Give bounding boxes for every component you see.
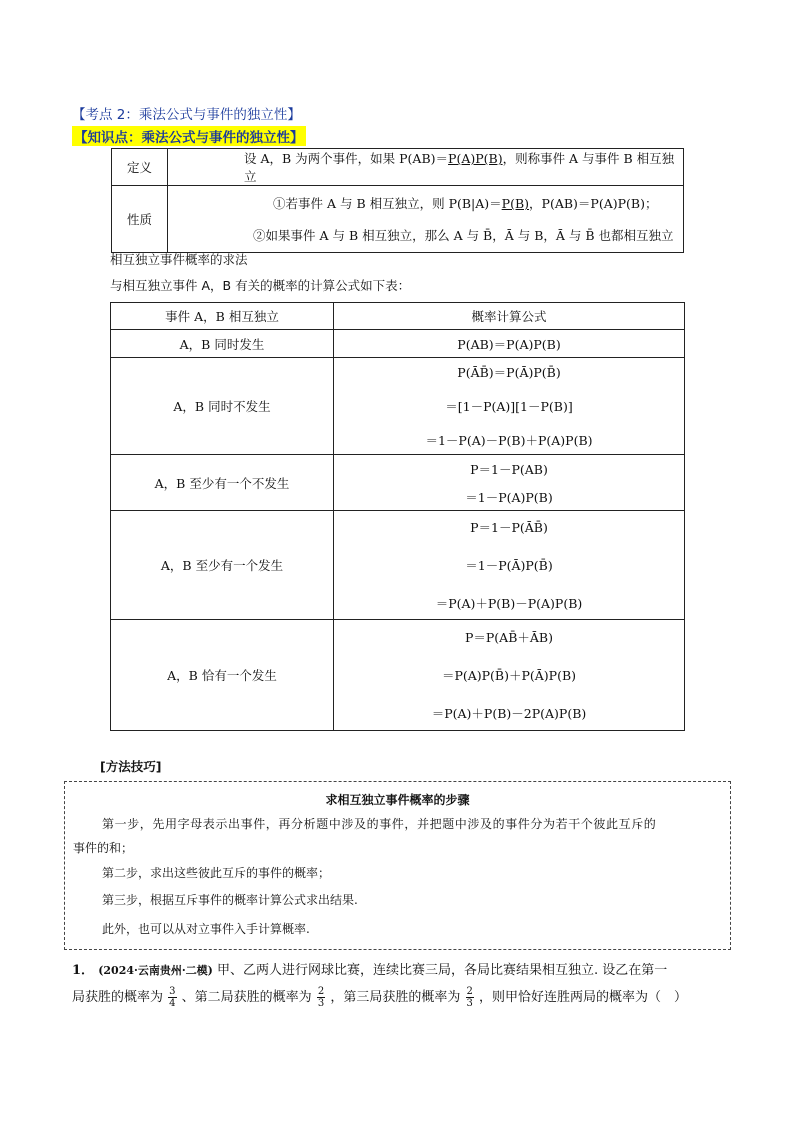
row-event xyxy=(111,620,334,731)
formula-line: ＝1－P(A)P(B) xyxy=(465,489,553,505)
method-title: 求相互独立事件概率的步骤 xyxy=(325,793,470,807)
fraction-denominator: 3 xyxy=(317,998,325,1009)
formula-line: ＝1－P(A)－P(B)＋P(A)P(B) xyxy=(425,433,593,448)
formula-line: P＝P(AB̄＋ĀB) xyxy=(464,630,553,645)
header-cell-formula xyxy=(334,303,685,330)
def-formula: P(AB)＝ xyxy=(399,151,449,166)
event-text: A，B 至少有一个不发生 xyxy=(154,475,290,491)
def-text-suffix: ，则称事件 A 与事件 B 相互独立 xyxy=(244,151,675,184)
fraction-denominator: 3 xyxy=(466,998,473,1009)
definition-table xyxy=(111,148,684,253)
fraction-3-4 xyxy=(168,986,176,1009)
question-1-line2 xyxy=(72,986,687,1009)
fraction-denominator: 4 xyxy=(169,998,176,1009)
row-formula xyxy=(334,620,685,731)
question-text-2b: 、第二局获胜的概率为 xyxy=(181,990,312,1005)
prop-1-underlined: P(B) xyxy=(501,196,530,211)
method-box xyxy=(64,781,731,950)
formula-line: ＝P(A)＋P(B)－2P(A)P(B) xyxy=(431,706,587,721)
prop-label-cell xyxy=(112,186,168,253)
row-event xyxy=(111,358,334,455)
method-extra: 此外，也可以从对立事件入手计算概率. xyxy=(102,922,310,936)
formula-line: ＝P(A)P(B̄)＋P(Ā)P(B) xyxy=(441,668,577,683)
fraction-2-3 xyxy=(466,986,474,1009)
row-formula xyxy=(334,330,685,358)
kaodian-heading: 【考点 2：乘法公式与事件的独立性】 xyxy=(72,107,301,123)
question-number: 1． xyxy=(72,963,95,978)
row-event xyxy=(111,511,334,620)
event-text: A，B 至少有一个发生 xyxy=(160,558,284,573)
question-text-2c: ，第三局获胜的概率为 xyxy=(330,990,461,1005)
prop-1 xyxy=(273,194,683,212)
header-cell-event xyxy=(111,303,334,330)
question-text-line1: 甲、乙两人进行网球比赛，连续比赛三局，各局比赛结果相互独立. 设乙在第一 xyxy=(217,963,668,978)
probability-table xyxy=(110,302,685,731)
def-label: 定义 xyxy=(126,160,152,175)
formula-line: ＝P(A)＋P(B)－P(A)P(B) xyxy=(435,596,583,611)
zhishidian-heading: 【知识点：乘法公式与事件的独立性】 xyxy=(72,126,306,146)
fraction-numerator: 2 xyxy=(317,986,325,997)
def-text-prefix: 设 A，B 为两个事件，如果 xyxy=(244,151,400,166)
section-intro: 与相互独立事件 A，B 有关的概率的计算公式如下表： xyxy=(110,278,411,293)
section-title: 相互独立事件概率的求法 xyxy=(110,252,248,267)
event-text: A，B 同时发生 xyxy=(179,336,265,352)
formula-line: ＝[1－P(A)][1－P(B)] xyxy=(445,399,573,414)
def-text-cell xyxy=(168,149,684,186)
formula-line: P＝1－P(ĀB̄) xyxy=(470,520,548,535)
prop-1-suffix: ，P(AB)＝P(A)P(B)； xyxy=(529,196,658,211)
event-text: A，B 恰有一个发生 xyxy=(167,668,277,683)
fraction-numerator: 3 xyxy=(169,986,176,997)
def-label-cell xyxy=(112,149,168,186)
row-event xyxy=(111,455,334,511)
method-step3: 第三步，根据互斥事件的概率计算公式求出结果. xyxy=(102,893,358,907)
question-1-line1 xyxy=(72,959,667,978)
method-label: [方法技巧] xyxy=(100,759,162,774)
question-text-2d: ，则甲恰好连胜两局的概率为（ ） xyxy=(479,990,688,1005)
formula-line: P＝1－P(AB) xyxy=(470,461,548,477)
prop-text-cell xyxy=(168,186,684,253)
prop-label: 性质 xyxy=(126,212,152,227)
method-step1b: 事件的和； xyxy=(73,841,134,855)
row-event xyxy=(111,330,334,358)
fraction-numerator: 2 xyxy=(466,986,473,997)
formula-line: P(AB)＝P(A)P(B) xyxy=(457,336,561,352)
row-formula xyxy=(334,358,685,455)
prop-2: ②如果事件 A 与 B 相互独立，那么 A 与 B̄，Ā 与 B，Ā 与 B̄ 也都相互独立 xyxy=(253,228,674,243)
formula-line: P(ĀB̄)＝P(Ā)P(B̄) xyxy=(457,365,561,380)
formula-line: ＝1－P(Ā)P(B̄) xyxy=(465,558,553,573)
method-step2: 第二步，求出这些彼此互斥的事件的概率； xyxy=(102,866,331,880)
question-source: (2024·云南贵州·二模) xyxy=(98,964,213,977)
header-formula: 概率计算公式 xyxy=(471,309,547,324)
def-formula-underlined: P(A)P(B) xyxy=(448,151,503,166)
header-event: 事件 A，B 相互独立 xyxy=(165,309,279,324)
question-text-2a: 局获胜的概率为 xyxy=(72,990,164,1005)
fraction-2-3 xyxy=(317,986,325,1009)
prop-1-prefix: ①若事件 A 与 B 相互独立，则 P(B|A)＝ xyxy=(273,196,502,211)
row-formula xyxy=(334,511,685,620)
row-formula xyxy=(334,455,685,511)
method-step1a: 第一步，先用字母表示出事件，再分析题中涉及的事件，并把题中涉及的事件分为若干个彼此互斥的 xyxy=(102,817,657,831)
event-text: A，B 同时不发生 xyxy=(173,399,271,414)
